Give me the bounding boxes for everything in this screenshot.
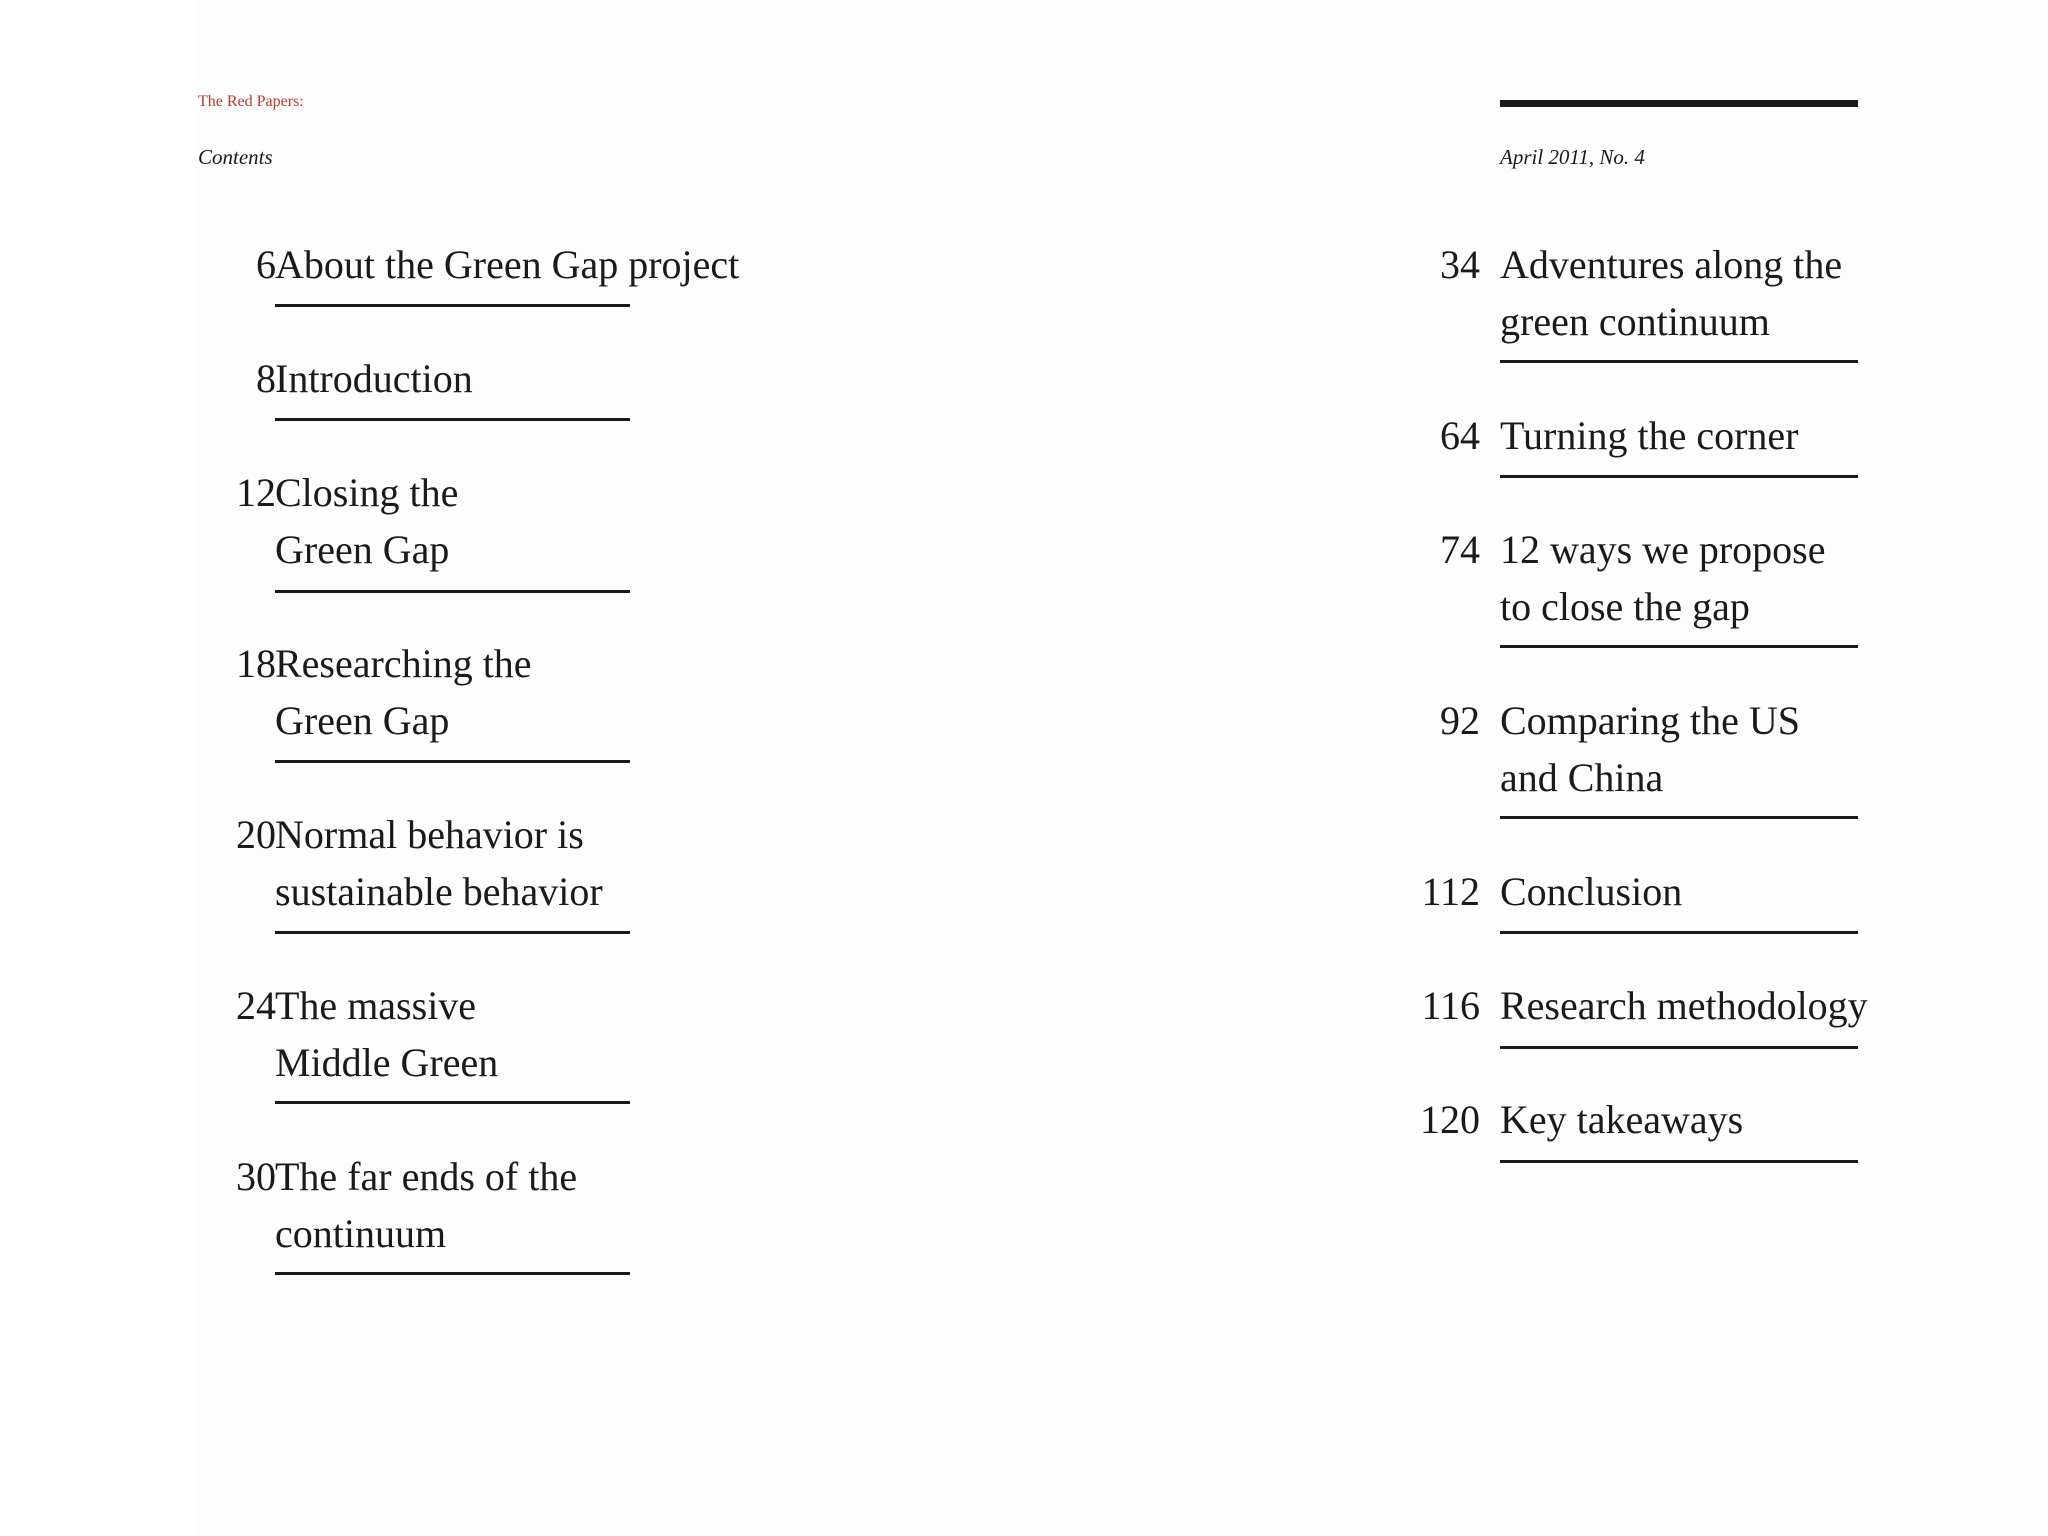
toc-page-number: 12 bbox=[236, 470, 276, 515]
toc-rule bbox=[275, 1101, 630, 1104]
toc-title[interactable]: The far ends of the bbox=[275, 1154, 578, 1199]
toc-title-line2[interactable]: Green Gap bbox=[275, 527, 450, 572]
issue-rule bbox=[1500, 100, 1858, 107]
toc-title[interactable]: Turning the corner bbox=[1500, 413, 1799, 458]
toc-title[interactable]: Adventures along the bbox=[1500, 242, 1843, 287]
contents-heading: Contents bbox=[198, 145, 273, 169]
toc-title-line2[interactable]: Middle Green bbox=[275, 1040, 499, 1085]
toc-rule bbox=[275, 760, 630, 763]
toc-rule bbox=[275, 931, 630, 934]
toc-rule bbox=[1500, 1160, 1858, 1163]
toc-page-number: 20 bbox=[236, 812, 276, 857]
toc-page-number: 8 bbox=[256, 356, 276, 401]
toc-page-number: 74 bbox=[1440, 527, 1480, 572]
toc-rule bbox=[1500, 1046, 1858, 1049]
toc-title-line2[interactable]: Green Gap bbox=[275, 698, 450, 743]
toc-title[interactable]: Researching the bbox=[275, 641, 532, 686]
issue-date: April 2011, No. 4 bbox=[1500, 145, 1645, 169]
document-page bbox=[196, 0, 2048, 1536]
toc-page-number: 18 bbox=[236, 641, 276, 686]
toc-rule bbox=[275, 590, 630, 593]
toc-page-number: 116 bbox=[1421, 983, 1480, 1028]
toc-rule bbox=[1500, 475, 1858, 478]
toc-rule bbox=[1500, 931, 1858, 934]
toc-title[interactable]: Normal behavior is bbox=[275, 812, 584, 857]
toc-title[interactable]: Conclusion bbox=[1500, 869, 1683, 914]
toc-title[interactable]: Research methodology bbox=[1500, 983, 1868, 1028]
toc-page-number: 120 bbox=[1420, 1097, 1480, 1142]
toc-title[interactable]: Closing the bbox=[275, 470, 459, 515]
toc-title[interactable]: Comparing the US bbox=[1500, 698, 1800, 743]
toc-rule bbox=[275, 1272, 630, 1275]
toc-page-number: 30 bbox=[236, 1154, 276, 1199]
toc-title[interactable]: Key takeaways bbox=[1500, 1097, 1744, 1142]
toc-rule bbox=[275, 304, 630, 307]
toc-page-number: 24 bbox=[236, 983, 276, 1028]
toc-page-number: 92 bbox=[1440, 698, 1480, 743]
toc-page-number: 6 bbox=[256, 242, 276, 287]
toc-title-line2[interactable]: to close the gap bbox=[1500, 584, 1750, 629]
toc-title[interactable]: The massive bbox=[275, 983, 477, 1028]
toc-rule bbox=[1500, 816, 1858, 819]
toc-rule bbox=[1500, 645, 1858, 648]
toc-title-line2[interactable]: sustainable behavior bbox=[275, 869, 603, 914]
toc-page-number: 112 bbox=[1421, 869, 1480, 914]
toc-page-number: 34 bbox=[1440, 242, 1480, 287]
series-title: The Red Papers: bbox=[198, 93, 304, 110]
toc-rule bbox=[1500, 360, 1858, 363]
toc-title-line2[interactable]: green continuum bbox=[1500, 299, 1770, 344]
toc-title[interactable]: 12 ways we propose bbox=[1500, 527, 1826, 572]
toc-title-line2[interactable]: and China bbox=[1500, 755, 1664, 800]
toc-title[interactable]: About the Green Gap project bbox=[275, 242, 740, 287]
toc-title[interactable]: Introduction bbox=[275, 356, 473, 401]
toc-title-line2[interactable]: continuum bbox=[275, 1211, 447, 1256]
toc-page-number: 64 bbox=[1440, 413, 1480, 458]
page-gutter bbox=[0, 0, 196, 1536]
toc-rule bbox=[275, 418, 630, 421]
